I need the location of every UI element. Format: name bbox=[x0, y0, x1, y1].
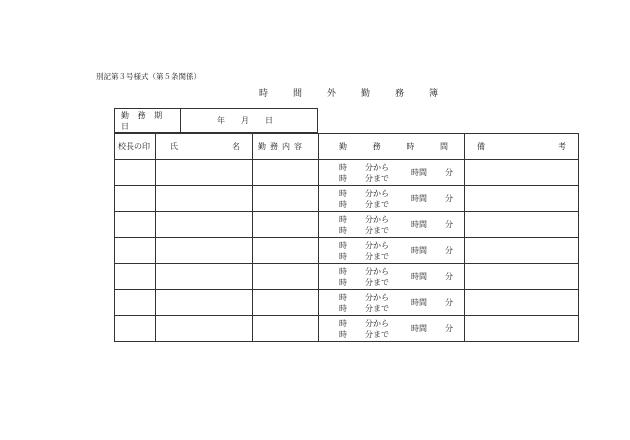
name-cell[interactable] bbox=[156, 290, 253, 316]
time-cell[interactable] bbox=[319, 264, 465, 290]
table-row bbox=[115, 186, 579, 212]
remarks-cell[interactable] bbox=[465, 186, 579, 212]
seal-cell[interactable] bbox=[115, 238, 156, 264]
content-cell[interactable] bbox=[253, 264, 319, 290]
hour-label: 時 bbox=[339, 162, 347, 172]
form-caption: 別記第３号様式（第５条関係） bbox=[96, 72, 201, 81]
table-row bbox=[115, 290, 579, 316]
hours-label: 時間 bbox=[411, 246, 427, 255]
hour-label: 時 bbox=[339, 277, 347, 287]
hours-label: 時間 bbox=[411, 194, 427, 203]
until-label: 分まで bbox=[365, 251, 389, 261]
minutes-label: 分 bbox=[445, 246, 453, 255]
name-cell[interactable] bbox=[156, 186, 253, 212]
header-name-left: 氏 bbox=[170, 142, 178, 151]
seal-cell[interactable] bbox=[115, 264, 156, 290]
remarks-cell[interactable] bbox=[465, 212, 579, 238]
content-cell[interactable] bbox=[253, 160, 319, 186]
until-label: 分まで bbox=[365, 277, 389, 287]
seal-cell[interactable] bbox=[115, 290, 156, 316]
hours-label: 時間 bbox=[411, 168, 427, 177]
minutes-label: 分 bbox=[445, 272, 453, 281]
minutes-label: 分 bbox=[445, 324, 453, 333]
title-char: 時 bbox=[259, 89, 269, 99]
hours-label: 時間 bbox=[411, 220, 427, 229]
day-label: 日 bbox=[265, 116, 273, 125]
header-time-3: 時 bbox=[406, 142, 415, 151]
year-label: 年 bbox=[217, 116, 225, 125]
from-label: 分から bbox=[365, 214, 389, 224]
hour-label: 時 bbox=[339, 173, 347, 183]
header-time-4: 間 bbox=[439, 142, 448, 151]
content-cell[interactable] bbox=[253, 290, 319, 316]
hours-label: 時間 bbox=[411, 324, 427, 333]
content-cell[interactable] bbox=[253, 212, 319, 238]
name-cell[interactable] bbox=[156, 316, 253, 342]
header-remarks-left: 備 bbox=[477, 142, 485, 151]
header-time bbox=[319, 134, 465, 160]
header-time-1: 勤 bbox=[339, 142, 347, 151]
hours-label: 時間 bbox=[411, 298, 427, 307]
seal-cell[interactable] bbox=[115, 186, 156, 212]
title-char: 間 bbox=[293, 89, 303, 99]
from-label: 分から bbox=[365, 162, 389, 172]
until-label: 分まで bbox=[365, 173, 389, 183]
time-cell[interactable] bbox=[319, 160, 465, 186]
table-body bbox=[115, 160, 579, 342]
hour-label: 時 bbox=[339, 240, 347, 250]
from-label: 分から bbox=[365, 188, 389, 198]
from-label: 分から bbox=[365, 240, 389, 250]
name-cell[interactable] bbox=[156, 264, 253, 290]
time-cell[interactable] bbox=[319, 186, 465, 212]
header-seal: 校長の印 bbox=[115, 134, 156, 160]
name-cell[interactable] bbox=[156, 212, 253, 238]
table-header-row bbox=[115, 134, 579, 160]
name-cell[interactable] bbox=[156, 160, 253, 186]
hour-label: 時 bbox=[339, 266, 347, 276]
hour-label: 時 bbox=[339, 251, 347, 261]
minutes-label: 分 bbox=[445, 168, 453, 177]
name-cell[interactable] bbox=[156, 238, 253, 264]
header-remarks-right: 考 bbox=[558, 142, 566, 151]
hour-label: 時 bbox=[339, 318, 347, 328]
hour-label: 時 bbox=[339, 214, 347, 224]
seal-cell[interactable] bbox=[115, 212, 156, 238]
until-label: 分まで bbox=[365, 199, 389, 209]
from-label: 分から bbox=[365, 266, 389, 276]
hour-label: 時 bbox=[339, 292, 347, 302]
title-char: 外 bbox=[327, 89, 337, 99]
from-label: 分から bbox=[365, 292, 389, 302]
until-label: 分まで bbox=[365, 303, 389, 313]
title-char: 務 bbox=[395, 89, 405, 99]
remarks-cell[interactable] bbox=[465, 316, 579, 342]
hours-label: 時間 bbox=[411, 272, 427, 281]
table-row bbox=[115, 316, 579, 342]
minutes-label: 分 bbox=[445, 194, 453, 203]
work-date-field[interactable] bbox=[181, 109, 317, 132]
table-row bbox=[115, 264, 579, 290]
remarks-cell[interactable] bbox=[465, 160, 579, 186]
time-cell[interactable] bbox=[319, 212, 465, 238]
month-label: 月 bbox=[241, 116, 249, 125]
work-date-label: 勤 務 期 日 bbox=[115, 109, 181, 132]
header-content: 勤務内容 bbox=[253, 134, 319, 160]
hour-label: 時 bbox=[339, 199, 347, 209]
minutes-label: 分 bbox=[445, 298, 453, 307]
content-cell[interactable] bbox=[253, 238, 319, 264]
title-char: 勤 bbox=[361, 89, 371, 99]
title-char: 簿 bbox=[429, 89, 439, 99]
remarks-cell[interactable] bbox=[465, 290, 579, 316]
from-label: 分から bbox=[365, 318, 389, 328]
seal-cell[interactable] bbox=[115, 316, 156, 342]
seal-cell[interactable] bbox=[115, 160, 156, 186]
overtime-table bbox=[114, 133, 579, 342]
time-cell[interactable] bbox=[319, 316, 465, 342]
content-cell[interactable] bbox=[253, 316, 319, 342]
remarks-cell[interactable] bbox=[465, 238, 579, 264]
hour-label: 時 bbox=[339, 303, 347, 313]
table-row bbox=[115, 238, 579, 264]
hour-label: 時 bbox=[339, 329, 347, 339]
form-title bbox=[259, 86, 438, 99]
until-label: 分まで bbox=[365, 329, 389, 339]
time-cell[interactable] bbox=[319, 290, 465, 316]
minutes-label: 分 bbox=[445, 220, 453, 229]
hour-label: 時 bbox=[339, 188, 347, 198]
header-name-right: 名 bbox=[232, 142, 240, 151]
header-time-2: 務 bbox=[372, 142, 381, 151]
table-row bbox=[115, 212, 579, 238]
hour-label: 時 bbox=[339, 225, 347, 235]
work-date-row bbox=[114, 108, 318, 133]
table-row bbox=[115, 160, 579, 186]
remarks-cell[interactable] bbox=[465, 264, 579, 290]
header-name bbox=[156, 134, 253, 160]
header-remarks bbox=[465, 134, 579, 160]
time-cell[interactable] bbox=[319, 238, 465, 264]
until-label: 分まで bbox=[365, 225, 389, 235]
content-cell[interactable] bbox=[253, 186, 319, 212]
